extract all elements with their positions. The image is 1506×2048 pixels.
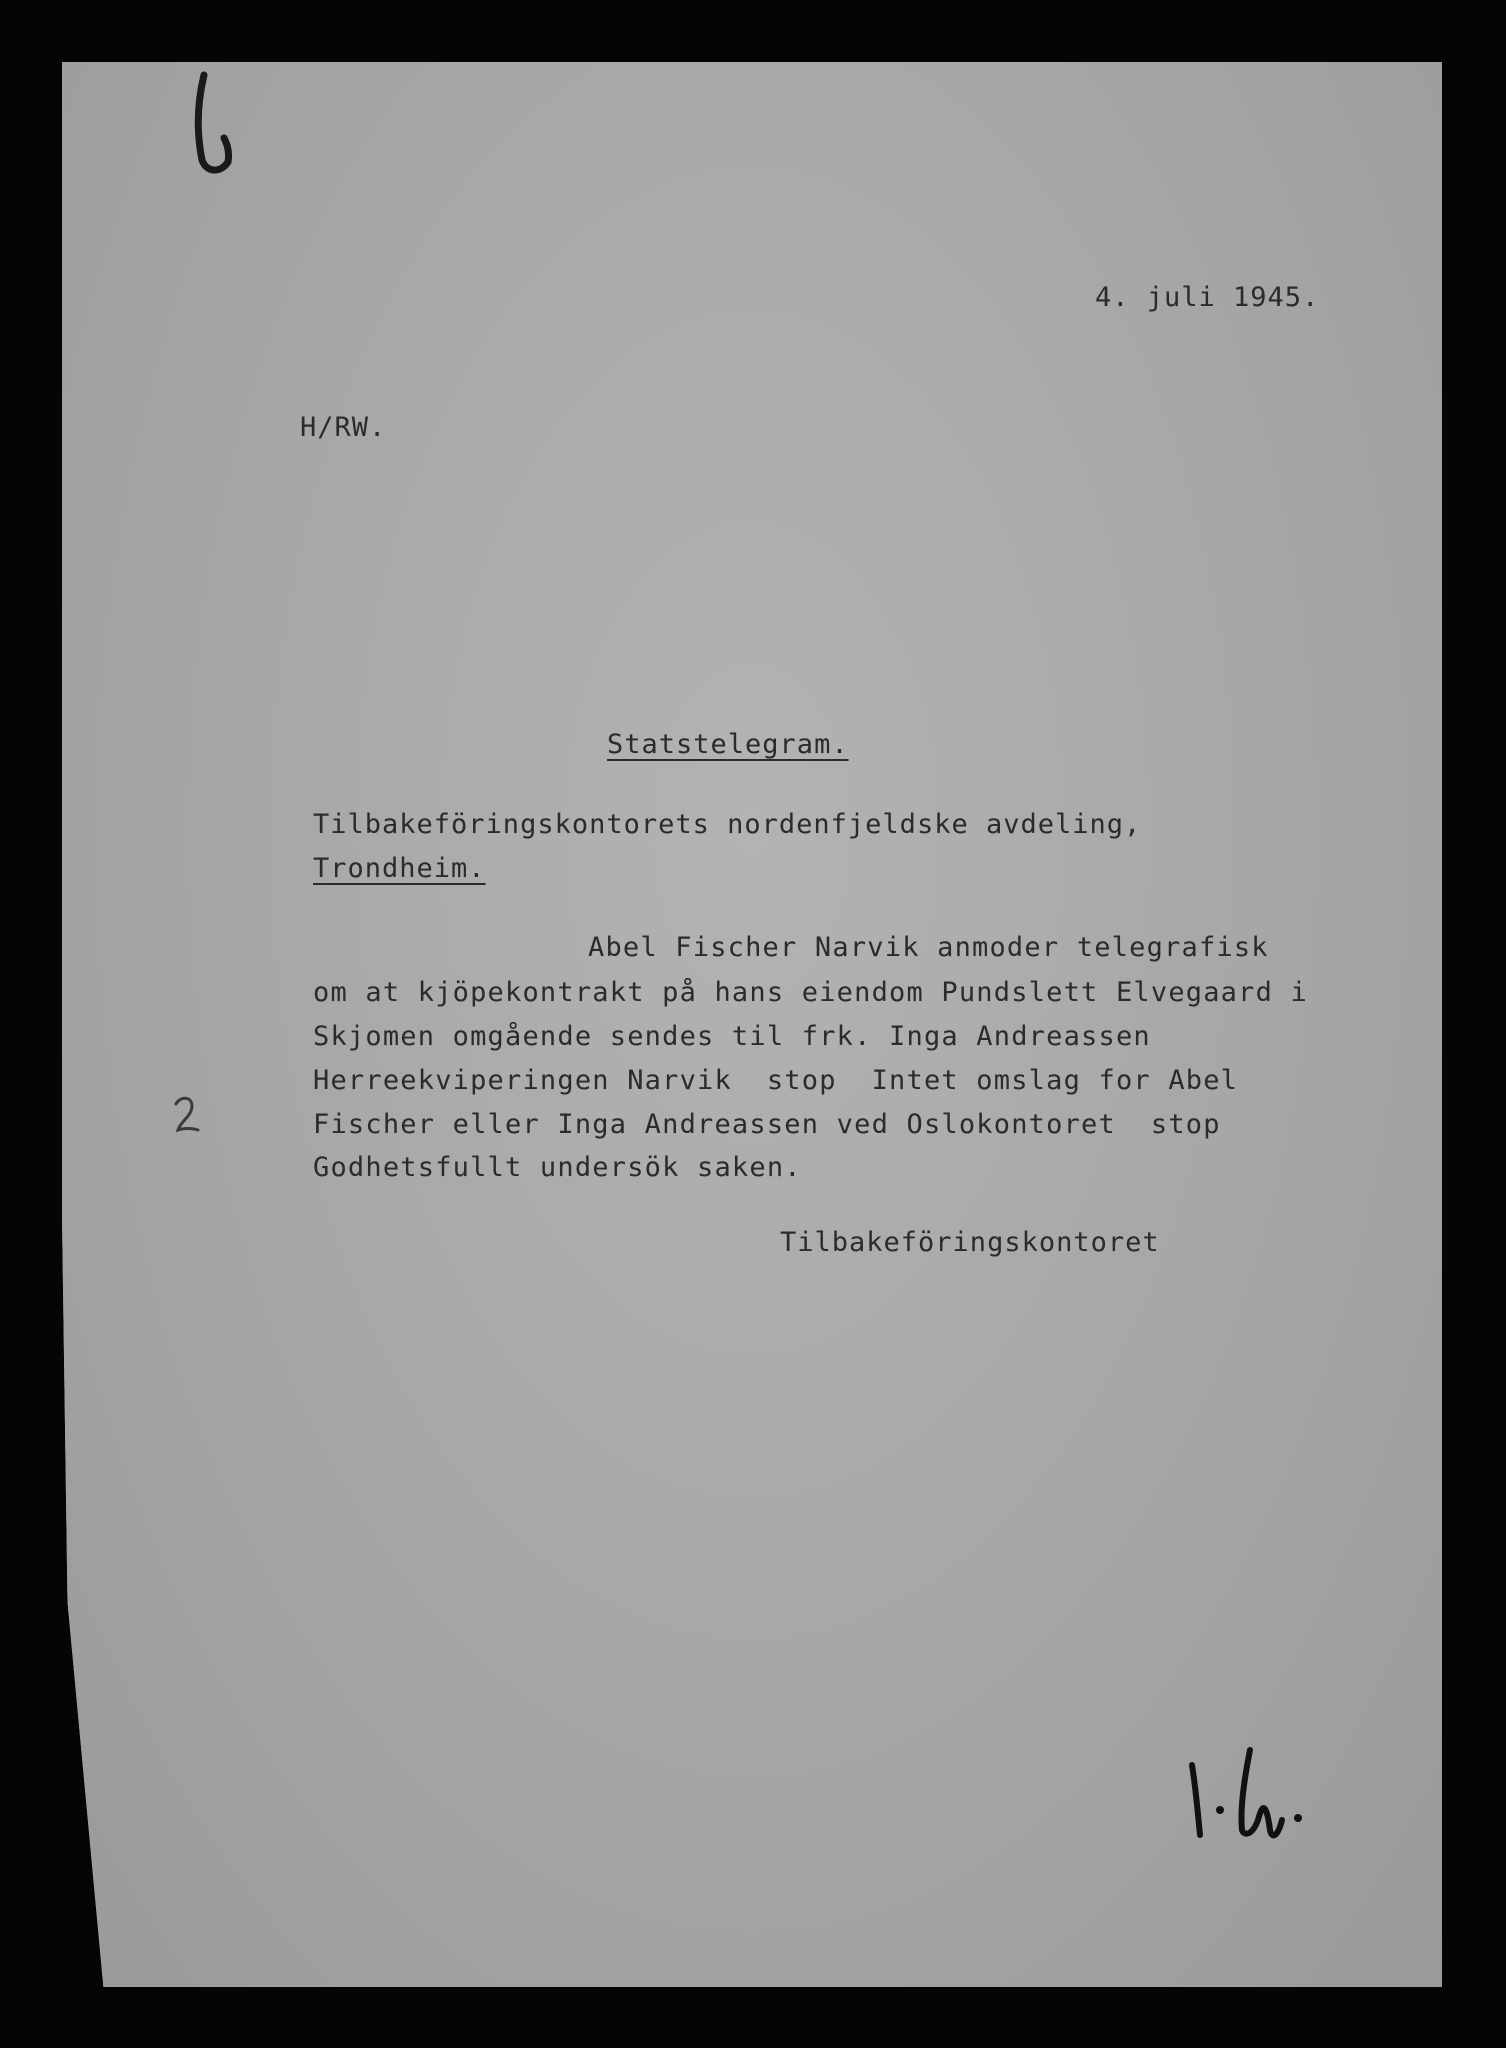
sender-signature: Tilbakeföringskontoret	[780, 1227, 1160, 1258]
body-line-6: Godhetsfullt undersök saken.	[313, 1152, 802, 1183]
recipient-line-1: Tilbakeföringskontorets nordenfjeldske avdeling,	[313, 809, 1142, 840]
body-line-4: Herreekviperingen Narvik stop Intet omslag for Abel	[313, 1065, 1239, 1096]
letter-date: 4. juli 1945.	[1095, 282, 1320, 313]
margin-note	[168, 1090, 208, 1140]
pencil-mark-top	[190, 70, 240, 180]
handwritten-initials	[1180, 1740, 1320, 1850]
reference-code: H/RW.	[300, 412, 387, 443]
body-line-3: Skjomen omgående sendes til frk. Inga Andreassen	[313, 1021, 1151, 1052]
body-line-2: om at kjöpekontrakt på hans eiendom Pundslett Elvegaard i	[313, 977, 1308, 1008]
heading: Statstelegram.	[607, 729, 849, 760]
body-line-1: Abel Fischer Narvik anmoder telegrafisk	[588, 932, 1269, 963]
recipient-line-2: Trondheim.	[313, 853, 486, 884]
body-line-5: Fischer eller Inga Andreassen ved Oslokontoret stop	[313, 1109, 1221, 1140]
